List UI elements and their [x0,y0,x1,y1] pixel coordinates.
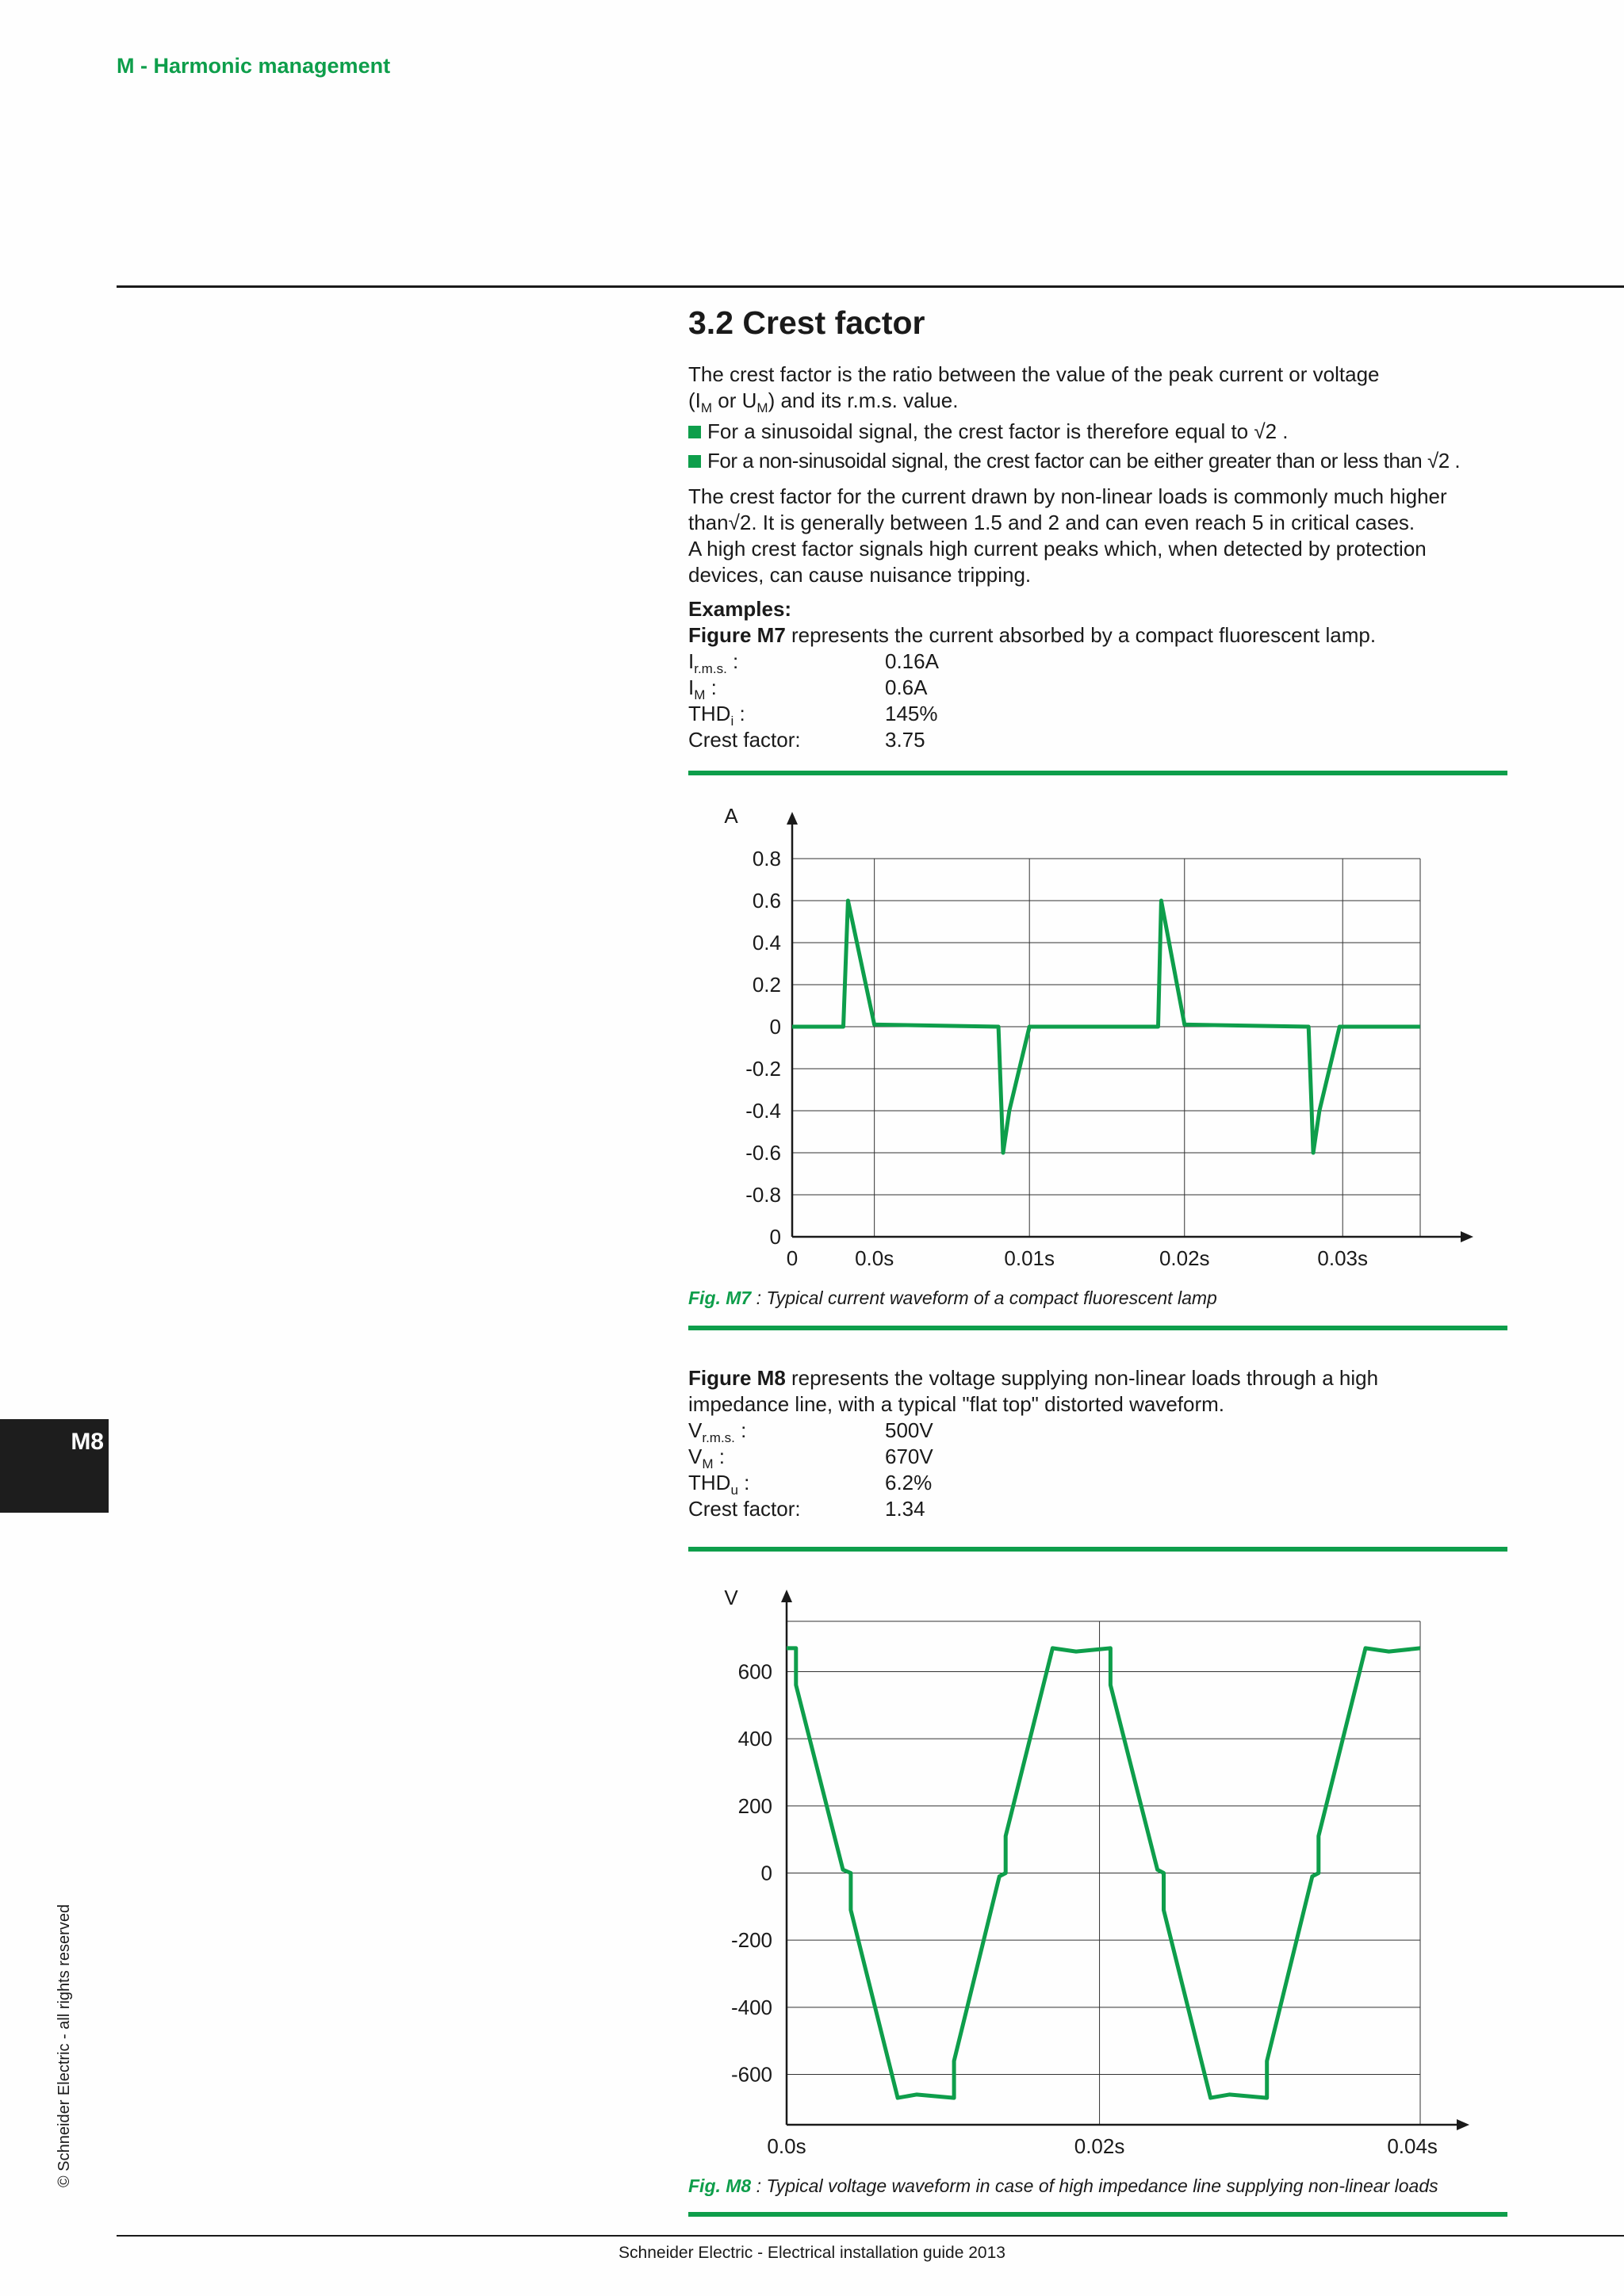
fig7-bottom-rule [688,1326,1507,1330]
y-tick-label: -600 [730,2062,772,2087]
para-line-3: A high crest factor signals high current peaks which, when detected by protection [688,537,1427,561]
bottom-rule [117,2235,1624,2237]
bullet-non-sinusoidal: For a non-sinusoidal signal, the crest factor can be either greater than or less than √2 . [688,448,1460,474]
y-tick-label: -0.6 [745,1141,781,1165]
y-tick-label: 400 [737,1727,772,1751]
x-tick-label: 0.04s [1387,2134,1438,2156]
bullet-square-icon [688,426,701,438]
x-axis-arrow-icon [1457,2119,1469,2130]
vrms-label: $V_{r.m.s.}$ : [688,1418,747,1446]
x-tick-label: 0.02s [1074,2134,1125,2156]
y-tick-label: -400 [730,1995,772,2019]
im-label: $I_M$ : [688,675,717,703]
y-tick-label: 0 [769,1225,781,1249]
thdi-label: $THD_i$ : [688,702,745,729]
x-tick-label: 0.03s [1317,1246,1369,1270]
x-tick-label: 0.02s [1159,1246,1210,1270]
fig8-description-1: Figure M8 represents the voltage supplying non-linear loads through a high [688,1366,1379,1390]
vm-value: 670V [885,1445,933,1468]
crest-factor-value: 3.75 [885,728,925,752]
fig7-chart [688,801,1481,1284]
y-axis-unit-label: V [724,1586,738,1609]
x-axis-arrow-icon [1461,1231,1473,1242]
y-tick-label: -0.2 [745,1057,781,1081]
crest-factor-value: 1.34 [885,1497,925,1521]
x-tick-label: 0 [786,1246,799,1270]
fig8-grid [787,1621,1420,2125]
thdu-label: $THD_u$ : [688,1471,750,1498]
irms-value: 0.16A [885,649,939,673]
y-axis-arrow-icon [787,812,798,825]
bullet-sinusoidal: For a sinusoidal signal, the crest factor is therefore equal to √2 . [688,419,1289,445]
fig7-grid [792,859,1420,1237]
y-tick-label: 0 [760,1861,772,1885]
bullet-square-icon [688,455,701,468]
x-tick-label: 0.0s [855,1246,894,1270]
intro-line-1: The crest factor is the ratio between the value of the peak current or voltage [688,362,1380,386]
y-axis-arrow-icon [781,1590,792,1602]
footer: Schneider Electric - Electrical installation guide 2013 [619,2244,1005,2262]
x-tick-label: 0.01s [1004,1246,1055,1270]
thdu-value: 6.2% [885,1471,933,1494]
vrms-value: 500V [885,1418,933,1442]
y-tick-label: 600 [737,1659,772,1684]
y-tick-label: 0.6 [752,889,781,913]
fig7-top-rule [688,771,1507,775]
fig8-bottom-rule [688,2212,1507,2217]
im-value: 0.6A [885,675,928,699]
thdi-value: 145% [885,702,938,725]
copyright: © Schneider Electric - all rights reserved [56,1904,73,2187]
fig8-description-2: impedance line, with a typical "flat top" distorted waveform. [688,1392,1224,1416]
section-title: 3.2 Crest factor [688,304,925,341]
section-header: M - Harmonic management [117,54,391,78]
examples-label: Examples: [688,597,792,621]
y-tick-label: 0.8 [752,847,781,871]
irms-label: $I_{r.m.s.}$ : [688,649,739,677]
fig8-caption: Fig. M8 : Typical voltage waveform in case of high impedance line supplying non-linear loads [688,2175,1438,2196]
y-tick-label: -0.8 [745,1183,781,1207]
fig8-top-rule [688,1547,1507,1552]
crest-factor-label: Crest factor: [688,1497,801,1521]
y-tick-label: 0.2 [752,973,781,997]
fig7-caption: Fig. M7 : Typical current waveform of a compact fluorescent lamp [688,1288,1217,1308]
y-tick-label: 0 [769,1015,781,1039]
fig7-description: Figure M7 represents the current absorbed by a compact fluorescent lamp. [688,623,1377,647]
y-axis-unit-label: A [724,804,738,828]
y-tick-label: 0.4 [752,931,781,955]
fig7-tick-labels [724,804,1368,1270]
vm-label: $V_M$ : [688,1445,725,1472]
y-tick-label: -200 [730,1928,772,1953]
intro-line-2: ($I_M$ or $U_M$) and its r.m.s. value. [688,388,959,416]
crest-factor-label: Crest factor: [688,728,801,752]
x-tick-label: 0.0s [767,2134,806,2156]
top-rule [117,285,1624,288]
page-tab: M8 [0,1419,109,1513]
para-line-4: devices, can cause nuisance tripping. [688,563,1032,587]
para-line-1: The crest factor for the current drawn by non-linear loads is commonly much higher [688,484,1447,508]
y-tick-label: -0.4 [745,1099,781,1123]
fig8-chart [688,1578,1481,2156]
y-tick-label: 200 [737,1793,772,1818]
para-line-2: than√2. It is generally between 1.5 and 2 and can even reach 5 in critical cases. [688,511,1415,534]
